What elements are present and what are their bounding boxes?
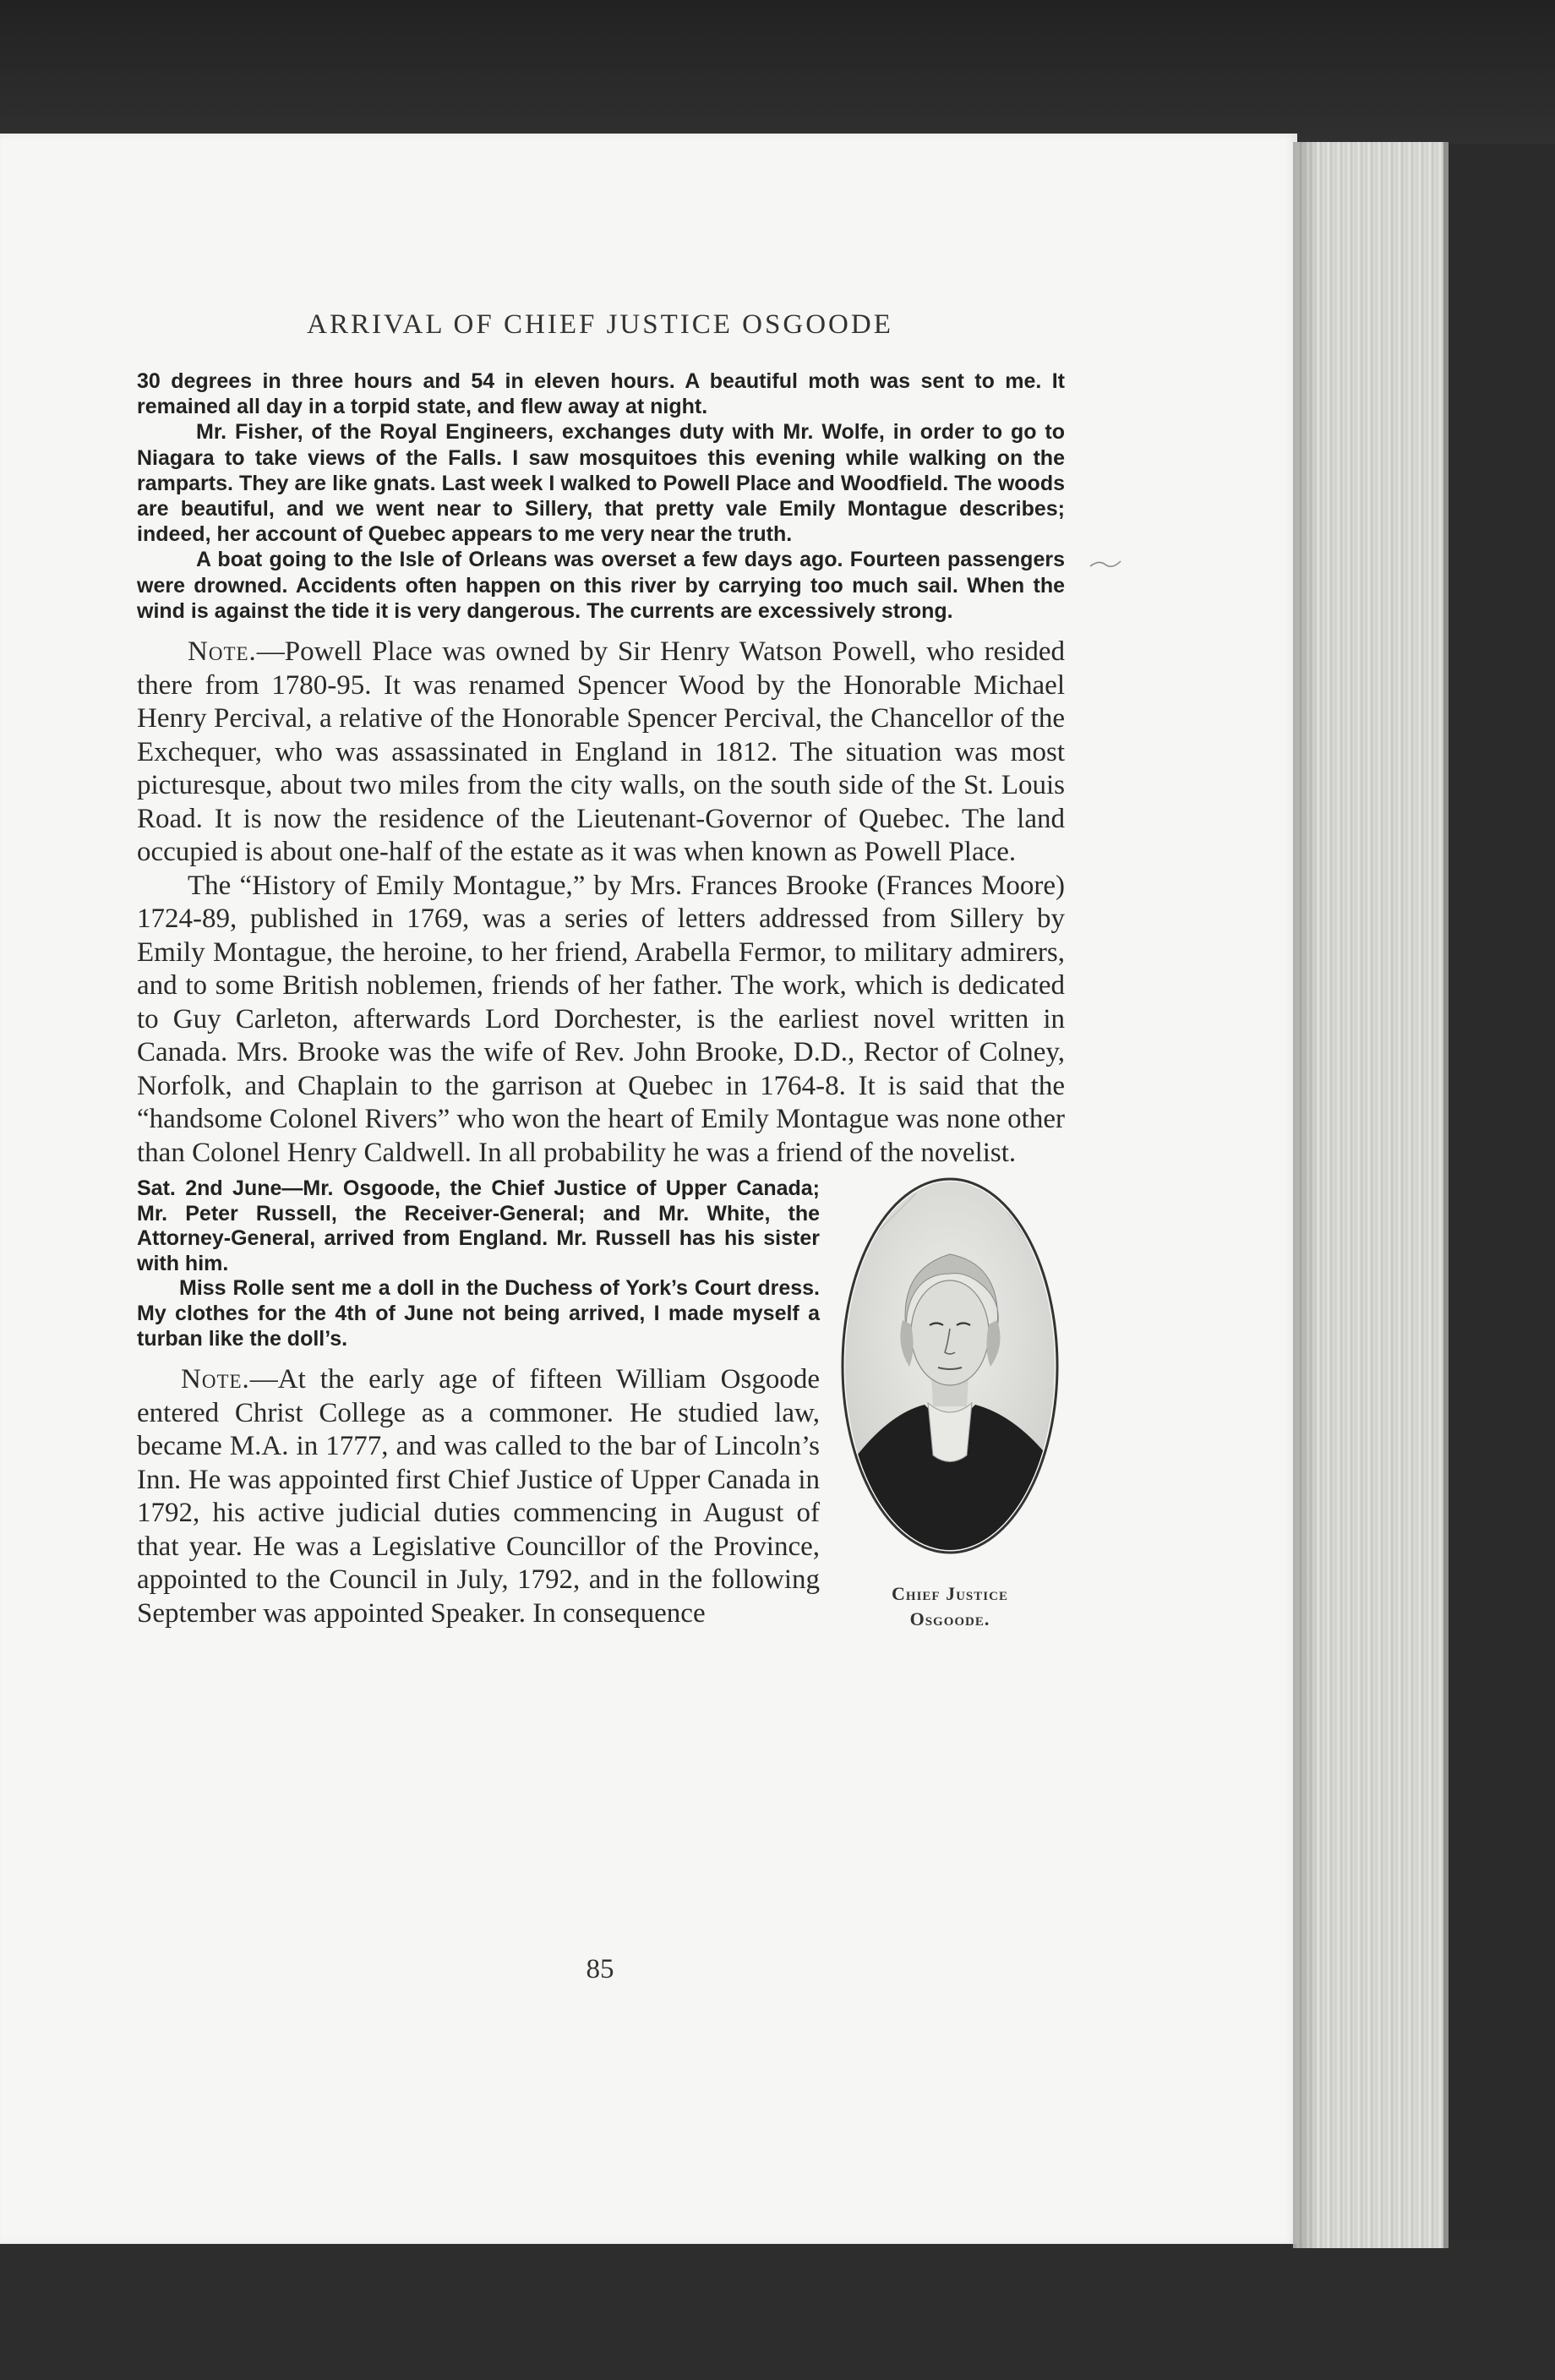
diary-paragraph: Miss Rolle sent me a doll in the Duchess of York’s Court dress. My clothes for the 4th of June not being arrived, I made myself a turban like the doll’s. [137, 1276, 820, 1351]
margin-pencil-mark [1088, 558, 1122, 568]
note-paragraph: The “History of Emily Montague,” by Mrs. Frances Brooke (Frances Moore) 1724-89, published in 1769, was a series of letters addressed from Sillery by Emily Montague, the heroine, to her friend, Arabella Fermor, to military admirers, and to some British noblemen, friends of her father. The work, which is dedicated to Guy Carleton, afterwards Lord Dorchester, is the earliest novel written in Canada. Mrs. Brooke was the wife of Rev. John Brooke, D.D., Rector of Colney, Norfolk, and Chaplain to the garrison at Quebec in 1764-8. It is said that the “handsome Colonel Rivers” who won the heart of Emily Montague was none other than Colonel Henry Caldwell. In all probability he was a friend of the novelist. [137, 870, 1065, 1168]
note-text: —At the early age of fifteen William Osgoode entered Christ College as a commoner. He studied law, became M.A. in 1777, and was called to the bar of Lincoln’s Inn. He was appointed first Chief Justice of Upper Canada in 1792, his active judicial duties commencing in August of that year. He was a Legislative Councillor of the Province, appointed to the Council in July, 1792, and in the following September was appointed Speaker. In consequence [137, 1364, 820, 1629]
diary-paragraph: A boat going to the Isle of Orleans was overset a few days ago. Fourteen passengers were drowned. Accidents often happen on this river by carrying too much sail. When the wind is against the tide it is very dangerous. The currents are excessively strong. [137, 548, 1065, 623]
page-edge-shadow [1293, 142, 1318, 2248]
note-label: Note. [188, 636, 257, 668]
note-paragraph [137, 636, 1065, 870]
note-label: Note. [181, 1364, 250, 1395]
caption-line: Osgoode. [909, 1608, 990, 1630]
caption-line: Chief Justice [892, 1583, 1008, 1605]
portrait-caption [835, 1581, 1065, 1632]
text-column [137, 368, 1065, 1632]
background-bottom [0, 2240, 1555, 2380]
portrait-figure [835, 1176, 1065, 1632]
diary-paragraph: Mr. Fisher, of the Royal Engineers, exchanges duty with Mr. Wolfe, in order to go to Niagara to take views of the Falls. I saw mosquitoes this evening while walking on the ramparts. They are like gnats. Last week I walked to Powell Place and Woodfield. The woods are beautiful, and we went near to Sillery, that pretty vale Emily Montague describes; indeed, her account of Quebec appears to me very near the truth. [137, 420, 1065, 547]
diary-paragraph: 30 degrees in three hours and 54 in eleven hours. A beautiful moth was sent to me. It remained all day in a torpid state, and flew away at night. [137, 369, 1065, 419]
running-head: ARRIVAL OF CHIEF JUSTICE OSGOODE [307, 309, 893, 340]
background-top [0, 0, 1555, 144]
diary-paragraph: Sat. 2nd June—Mr. Osgoode, the Chief Justice of Upper Canada; Mr. Peter Russell, the Receiver-General; and Mr. White, the Attorney-General, arrived from England. Mr. Russell has his sister with him. [137, 1176, 820, 1275]
note-text: —Powell Place was owned by Sir Henry Watson Powell, who resided there from 1780-95. It was renamed Spencer Wood by the Honorable Michael Henry Percival, a relative of the Honorable Spencer Percival, the Chancellor of the Exchequer, who was assassinated in England in 1812. The situation was most picturesque, about two miles from the city walls, on the south side of the St. Louis Road. It is now the residence of the Lieutenant-Governor of Quebec. The land occupied is about one-half of the estate as it was when known as Powell Place. [137, 636, 1065, 868]
page-number: 85 [586, 1954, 614, 1984]
portrait-icon [840, 1176, 1060, 1555]
